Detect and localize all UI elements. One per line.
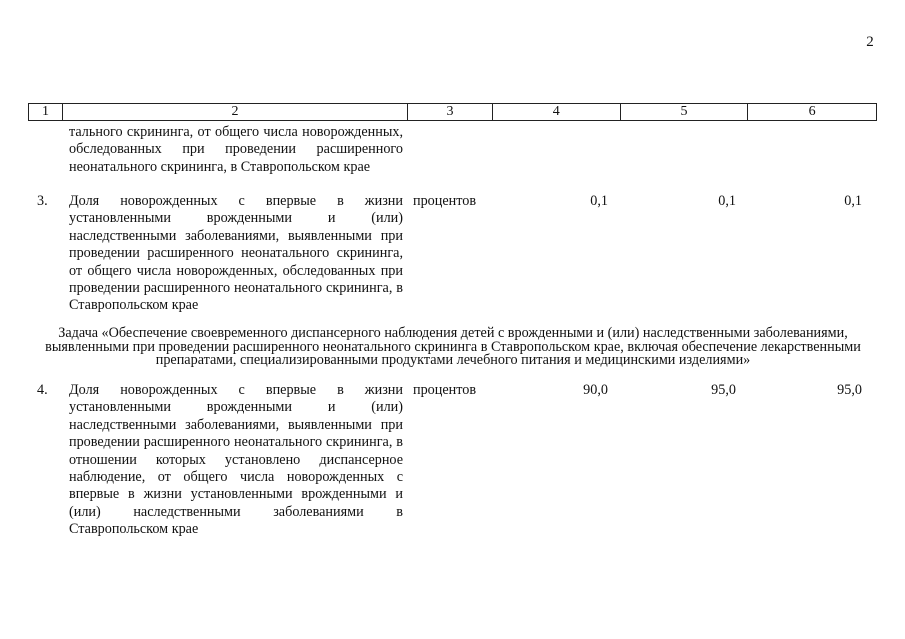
- continuation-text: тального скрининга, от общего числа новорожденных, обследованных при проведении расширенного неонатального скрининга, в Ставропольском крае: [69, 124, 403, 175]
- header-col-2: 2: [63, 104, 408, 120]
- header-col-4: 4: [493, 104, 621, 120]
- header-col-5: 5: [621, 104, 749, 120]
- row-3-value-col-4: 0,1: [590, 193, 608, 209]
- row-3-description: Доля новорожденных с впервые в жизни установленными врожденными и (или) наследственными заболеваниями, выявленными при проведении расширенного неонатального скрининга, от общего числа новорожденных, обследованных при проведении расширенного неонатального скрининга, в Ставропольском крае: [69, 193, 403, 314]
- task-heading: Задача «Обеспечение своевременного диспансерного наблюдения детей с врожденными и (или) наследственными заболеваниями, выявленными при проведении расширенного неонатального скрининга в Ставропольском крае, включая обеспечение лекарственными препаратами, специализированными продуктами лечебного питания и медицинскими изделиями»: [45, 325, 861, 368]
- header-col-1: 1: [29, 104, 63, 120]
- row-4-value-col-6: 95,0: [837, 382, 862, 398]
- row-3-unit: процентов: [413, 193, 477, 209]
- row-4-value-col-4: 90,0: [583, 382, 608, 398]
- header-col-3: 3: [408, 104, 493, 120]
- row-3-value-col-6: 0,1: [844, 193, 862, 209]
- page-number: 2: [866, 34, 874, 50]
- row-4-number: 4.: [37, 382, 48, 398]
- row-4-unit: процентов: [413, 382, 477, 398]
- row-4-value-col-5: 95,0: [711, 382, 736, 398]
- row-3-value-col-5: 0,1: [718, 193, 736, 209]
- row-3-number: 3.: [37, 193, 48, 209]
- header-col-6: 6: [808, 104, 816, 119]
- table-header-row: [28, 103, 877, 121]
- row-4-description: Доля новорожденных с впервые в жизни установленными врожденными и (или) наследственными заболеваниями, выявленными при проведении расширенного неонатального скрининга, в отношении которых установлено диспансерное наблюдение, от общего числа новорожденных с впервые в жизни установленными врожденными и (или) наследственными заболеваниями в Ставропольском крае: [69, 382, 403, 538]
